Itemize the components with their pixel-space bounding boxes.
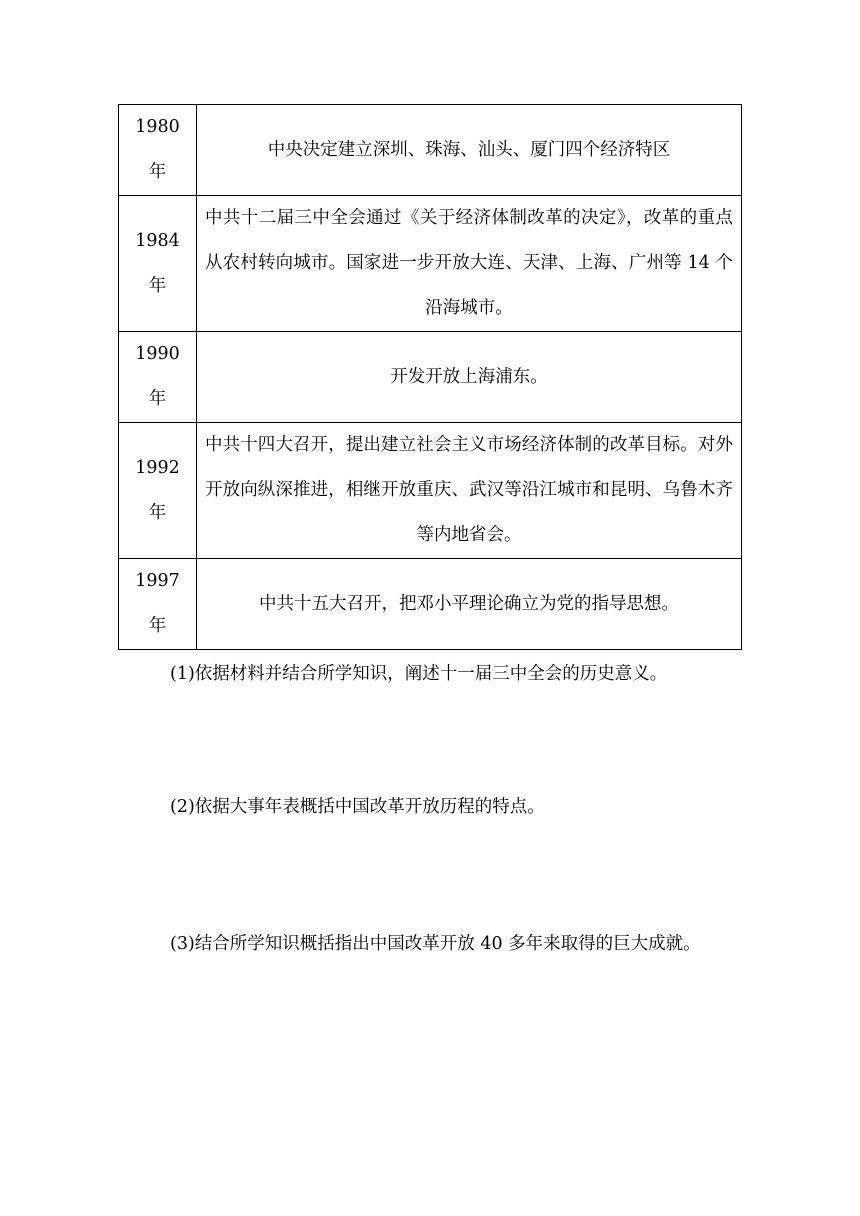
year-cell [119, 423, 197, 559]
year-number: 1980 [135, 117, 180, 137]
question-2: (2)依据大事年表概括中国改革开放历程的特点。 [170, 797, 545, 817]
year-cell [119, 559, 197, 650]
question-1: (1)依据材料并结合所学知识，阐述十一届三中全会的历史意义。 [170, 664, 668, 684]
year-unit: 年 [148, 275, 167, 296]
table-row [119, 196, 742, 332]
year-cell [119, 105, 197, 196]
event-cell: 中共十四大召开，提出建立社会主义市场经济体制的改革目标。对外开放向纵深推进，相继开放重庆、武汉等沿江城市和昆明、乌鲁木齐等内地省会。 [197, 423, 742, 559]
table-row [119, 559, 742, 650]
year-number: 1984 [135, 230, 180, 251]
year-number: 1990 [135, 344, 180, 364]
year-cell [119, 196, 197, 332]
event-cell: 中共十二届三中全会通过《关于经济体制改革的决定》，改革的重点从农村转向城市。国家进一步开放大连、天津、上海、广州等 14 个沿海城市。 [197, 196, 742, 332]
year-unit: 年 [148, 502, 167, 523]
year-unit: 年 [148, 162, 167, 182]
table-row [119, 105, 742, 196]
year-unit: 年 [148, 616, 167, 636]
event-cell: 中共十五大召开，把邓小平理论确立为党的指导思想。 [197, 559, 742, 650]
event-cell: 中央决定建立深圳、珠海、汕头、厦门四个经济特区 [197, 105, 742, 196]
event-cell: 开发开放上海浦东。 [197, 332, 742, 423]
table-row [119, 423, 742, 559]
question-3: (3)结合所学知识概括指出中国改革开放 40 多年来取得的巨大成就。 [170, 934, 701, 954]
table-row [119, 332, 742, 423]
year-unit: 年 [148, 389, 167, 409]
events-timeline-table [118, 104, 742, 650]
year-cell [119, 332, 197, 423]
year-number: 1992 [135, 457, 180, 478]
year-number: 1997 [135, 571, 180, 591]
